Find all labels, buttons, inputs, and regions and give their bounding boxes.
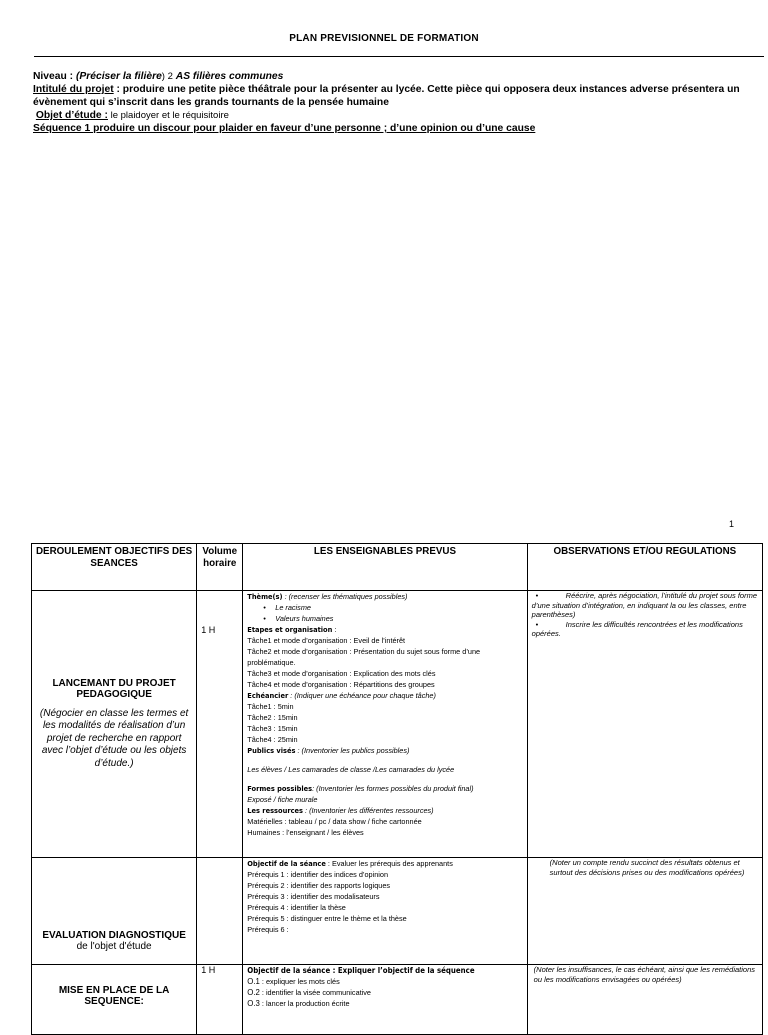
header-enseignables: LES ENSEIGNABLES PREVUS — [243, 544, 527, 591]
niveau-line — [33, 70, 763, 83]
list-item: Prérequis 2 : identifier des rapports logiques — [247, 881, 391, 890]
table-header-row — [32, 544, 763, 591]
list-item: Prérequis 1 : identifier des indices d’opinion — [247, 870, 389, 879]
list-item: Tâche3 et mode d’organisation : Explication des mots clés — [247, 669, 436, 678]
seance-description: (Négocier en classe les termes et les modalités de réalisation d’un projet de recherche en rapport avec l’objet d’étude ou les objets d’étude.) — [39, 707, 189, 769]
niveau-hint: (Préciser la filière — [75, 71, 162, 82]
title-divider — [34, 56, 764, 57]
intro-block — [33, 70, 763, 135]
observation-item: (Noter les insuffisances, le cas échéant, ainsi que les remédiations ou les modifications envisagées ou opérées) — [533, 965, 756, 984]
sequence-line: Séquence 1 produire un discour pour plaider en faveur d’une personne ; d’une opinion ou d’une cause — [33, 123, 536, 134]
table-row — [32, 858, 763, 965]
list-item: Tâche3 : 15min — [247, 724, 298, 733]
materielles-line: Matérielles : tableau / pc / data show / fiche cartonnée — [247, 817, 422, 826]
seance-title: EVALUATION DIAGNOSTIQUE de l'objet d'étude — [42, 930, 186, 952]
seance-lancement — [32, 591, 197, 858]
objectif-line: Objectif de la séance : Evaluer les prérequis des apprenants — [247, 859, 453, 868]
publics-value: Les élèves / Les camarades de classe /Les camarades du lycée — [247, 765, 455, 774]
list-item: Prérequis 3 : identifier des modalisateurs — [247, 892, 380, 901]
header-volume: Volume horaire — [197, 544, 243, 591]
niveau-paren: ) 2 — [161, 71, 173, 82]
list-item: O.2 : identifier la visée communicative — [247, 988, 371, 997]
seance-title: LANCEMANT DU PROJET PEDAGOGIQUE — [52, 677, 176, 700]
list-item: Tâche1 : 5min — [247, 702, 294, 711]
objet-line — [33, 109, 763, 122]
enseignables-cell — [243, 965, 527, 1035]
volume-cell — [197, 591, 243, 858]
table-row — [32, 591, 763, 858]
volume-value: 1 H — [201, 625, 216, 635]
etapes-line: Etapes et organisation : — [247, 625, 337, 634]
list-item: Tâche2 : 15min — [247, 713, 298, 722]
formes-value: Exposé / fiche murale — [247, 795, 318, 804]
humaines-line: Humaines : l’enseignant / les élèves — [247, 828, 364, 837]
list-item: Prérequis 5 : distinguer entre le thème et la thèse — [247, 914, 407, 923]
list-item: • Le racisme — [279, 602, 522, 613]
volume-value: 1 H — [201, 965, 216, 975]
seance-title: MISE EN PLACE DE LA SEQUENCE: — [58, 984, 170, 1007]
niveau-label: Niveau : — [33, 71, 74, 82]
echeancier-line: Echéancier : (Indiquer une échéance pour chaque tâche) — [247, 691, 436, 700]
seance-evaluation — [32, 858, 197, 965]
formes-line: Formes possibles: (Inventorier les formes possibles du produit final) — [247, 784, 474, 793]
observation-item: • Réécrire, après négociation, l’intitulé du projet sous forme d’une situation d’intégration, en indiquant la ou les classes, entre parenthèses) — [532, 591, 758, 620]
intitule-line — [33, 83, 763, 109]
enseignables-cell — [243, 591, 527, 858]
ressources-line: Les ressources : (Inventorier les différentes ressources) — [247, 806, 434, 815]
theme-line: Thème(s) : (recenser les thématiques possibles) — [247, 592, 408, 601]
observations-cell — [527, 591, 762, 858]
observation-item: • Inscrire les difficultés rencontrées et les modifications opérées. — [532, 620, 758, 639]
intitule-text: : produire une petite pièce théâtrale pour la présenter au lycée. Cette pièce qui opposera deux instances adverse présentera un évènement qui s’inscrit dans les grands tournants de la pensée humaine — [33, 84, 740, 108]
header-deroulement: DEROULEMENT OBJECTIFS DES SEANCES — [32, 544, 197, 591]
observation-item: (Noter un compte rendu succinct des résultats obtenus et surtout des décisions prises ou des modifications opérées) — [549, 858, 745, 877]
list-item: • Valeurs humaines — [279, 613, 522, 624]
objet-text: le plaidoyer et le réquisitoire — [107, 110, 229, 121]
objet-label: Objet d’étude : — [35, 110, 108, 121]
enseignables-cell — [243, 858, 527, 965]
list-item: Tâche1 et mode d’organisation : Eveil de l’intérêt — [247, 636, 406, 645]
niveau-value: AS filières communes — [175, 71, 284, 82]
page-number: 1 — [729, 519, 735, 529]
list-item: Tâche4 et mode d’organisation : Répartitions des groupes — [247, 680, 435, 689]
observations-cell — [527, 965, 762, 1035]
observations-cell — [527, 858, 762, 965]
theme-list — [247, 602, 522, 624]
intitule-label: Intitulé du projet — [33, 84, 114, 95]
document-title: PLAN PREVISIONNEL DE FORMATION — [289, 33, 479, 44]
plan-table — [31, 543, 763, 1035]
volume-cell — [197, 858, 243, 965]
list-item: O.1 : expliquer les mots clés — [247, 977, 340, 986]
list-item: Tâche4 : 25min — [247, 735, 298, 744]
list-item: Prérequis 6 : — [247, 925, 289, 934]
list-item: Tâche2 et mode d’organisation : Présentation du sujet sous forme d’une problématique. — [247, 647, 481, 667]
objectif-line: Objectif de la séance : Expliquer l’objectif de la séquence — [247, 966, 475, 975]
header-observations: OBSERVATIONS ET/OU REGULATIONS — [527, 544, 762, 591]
list-item: Prérequis 4 : identifier la thèse — [247, 903, 346, 912]
publics-line: Publics visés : (Inventorier les publics possibles) — [247, 746, 410, 755]
list-item: O.3 : lancer la production écrite — [247, 999, 350, 1008]
seance-mise-en-place — [32, 965, 197, 1035]
volume-cell — [197, 965, 243, 1035]
table-row — [32, 965, 763, 1035]
